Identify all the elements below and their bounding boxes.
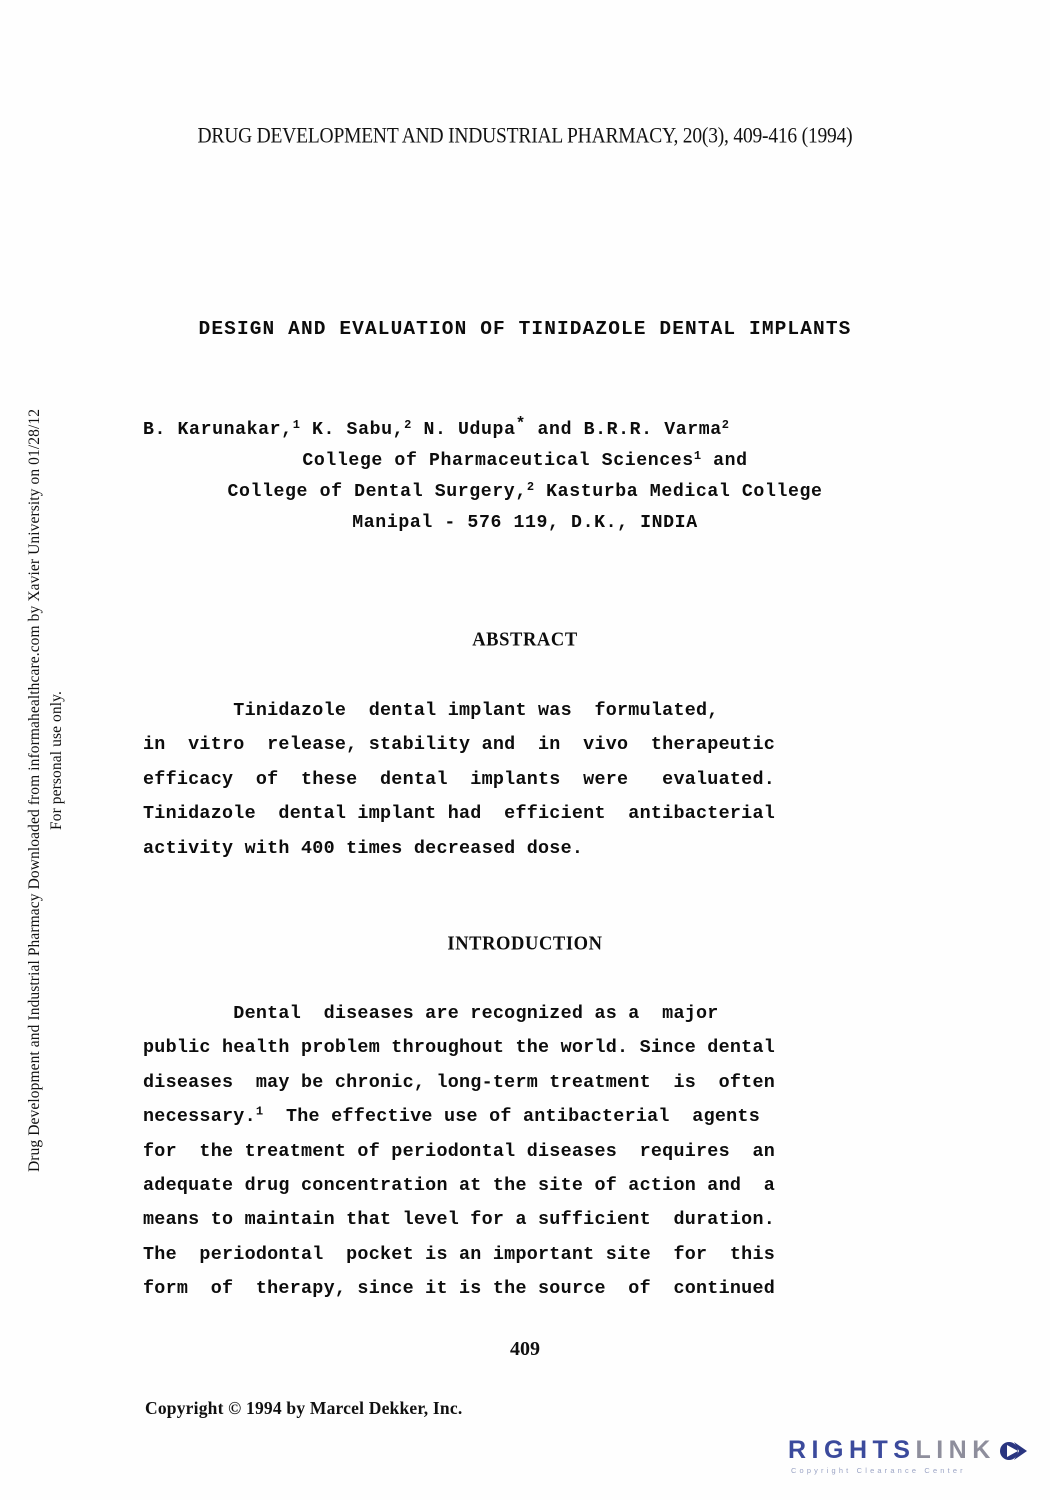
- author-affiliation-block: [143, 415, 907, 539]
- author-name-4: and B.R.R. Varma: [526, 420, 722, 440]
- page-title: DESIGN AND EVALUATION OF TINIDAZOLE DENTAL IMPLANTS: [198, 318, 852, 340]
- author-line: [143, 415, 907, 446]
- intro-line: diseases may be chronic, long-term treatment is often: [143, 1071, 776, 1093]
- intro-text-after-citation: The effective use of antibacterial agents: [263, 1106, 760, 1128]
- intro-line: The periodontal pocket is an important site for this: [143, 1243, 776, 1265]
- left-margin-watermark: [0, 0, 70, 1500]
- intro-line: for the treatment of periodontal diseases requires an: [143, 1140, 776, 1162]
- personal-use-notice-text: For personal use only.: [48, 691, 65, 830]
- rightslink-word-rights: RIGHTS: [788, 1436, 916, 1464]
- rightslink-tagline: Copyright Clearance Center: [791, 1466, 966, 1475]
- intro-line-with-citation: [143, 1100, 907, 1134]
- affiliation-address: Manipal - 576 119, D.K., INDIA: [352, 513, 698, 533]
- rightslink-wordmark: [788, 1436, 1028, 1465]
- affiliation-line-2: [143, 477, 907, 508]
- intro-text-before-citation: necessary.: [143, 1106, 256, 1128]
- abstract-heading: ABSTRACT: [472, 629, 578, 651]
- corresponding-author-marker: *: [515, 414, 527, 434]
- intro-line: means to maintain that level for a sufficient duration.: [143, 1209, 776, 1231]
- affiliation-conjunction: and: [701, 451, 748, 471]
- author-affil-marker-2: 2: [404, 417, 412, 432]
- author-name-1: B. Karunakar,: [143, 420, 293, 440]
- abstract-body: [143, 694, 907, 866]
- affiliation-line-1: [143, 446, 907, 477]
- intro-line: adequate drug concentration at the site of action and a: [143, 1175, 776, 1197]
- affiliation-marker-1: 1: [693, 448, 702, 463]
- author-name-2: K. Sabu,: [300, 420, 405, 440]
- intro-line: public health problem throughout the world. Since dental: [143, 1037, 776, 1059]
- affiliation-text-3: Kasturba Medical College: [534, 482, 823, 502]
- author-name-3: N. Udupa: [411, 420, 516, 440]
- abstract-line: activity with 400 times decreased dose.: [143, 837, 584, 859]
- author-affil-marker-3: 2: [721, 417, 730, 432]
- intro-line: form of therapy, since it is the source of continued: [143, 1278, 776, 1300]
- affiliation-text-1: College of Pharmaceutical Sciences: [302, 451, 694, 471]
- abstract-line: efficacy of these dental implants were evaluated.: [143, 768, 776, 790]
- copyright-notice: Copyright © 1994 by Marcel Dekker, Inc.: [145, 1398, 463, 1418]
- rightslink-word-link: LINK: [915, 1436, 996, 1464]
- download-notice-text: Drug Development and Industrial Pharmacy Downloaded from informahealthcare.com by Xavier University on 01/28/12: [26, 408, 43, 1172]
- page-number: 409: [510, 1338, 540, 1360]
- rightslink-logo[interactable]: [788, 1436, 1038, 1488]
- running-head: DRUG DEVELOPMENT AND INDUSTRIAL PHARMACY, 20(3), 409-416 (1994): [197, 124, 853, 149]
- intro-line: Dental diseases are recognized as a major: [143, 1003, 719, 1024]
- introduction-heading: INTRODUCTION: [447, 933, 603, 955]
- affiliation-marker-2: 2: [526, 479, 535, 494]
- affiliation-text-2: College of Dental Surgery,: [227, 482, 527, 502]
- citation-marker: 1: [255, 1104, 264, 1119]
- abstract-line: in vitro release, stability and in vivo therapeutic: [143, 734, 776, 756]
- author-affil-marker-1: 1: [292, 417, 301, 432]
- rightslink-arrow-icon: [998, 1438, 1028, 1464]
- abstract-line: Tinidazole dental implant was formulated,: [143, 700, 719, 721]
- abstract-line: Tinidazole dental implant had efficient antibacterial: [143, 803, 776, 825]
- introduction-body: [143, 997, 907, 1307]
